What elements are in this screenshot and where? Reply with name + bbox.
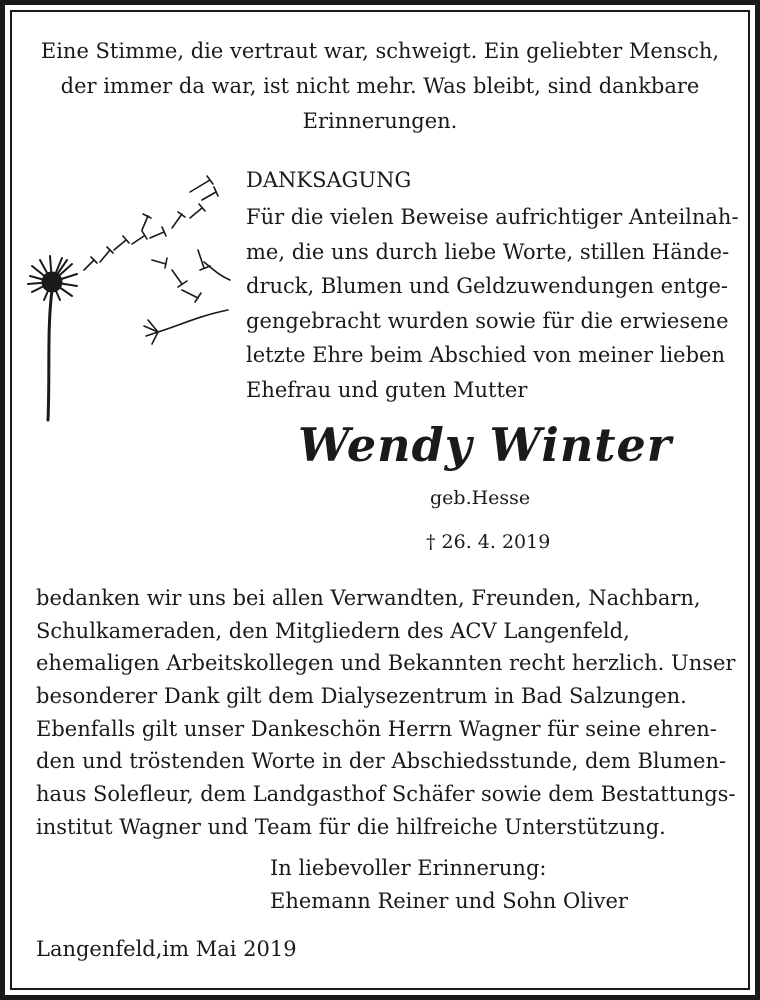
maiden-name: geb.Hesse — [430, 487, 531, 509]
signature-block — [270, 851, 628, 917]
thanks-line: Ebenfalls gilt unser Dankeschön Herrn Wagner für seine ehren- — [36, 716, 717, 741]
intro-line: Ehefrau und guten Mutter — [246, 377, 528, 402]
dandelion-illustration — [22, 170, 242, 430]
place-date: Langenfeld,im Mai 2019 — [36, 937, 297, 961]
opening-quote — [20, 34, 740, 139]
intro-line: gengebracht wurden sowie für die erwiesene — [246, 308, 729, 333]
quote-line: Erinnerungen. — [302, 109, 458, 133]
thanks-paragraph — [36, 581, 736, 843]
thanks-line: bedanken wir uns bei allen Verwandten, Freunden, Nachbarn, — [36, 586, 701, 610]
intro-line: me, die uns durch liebe Worte, stillen Hände- — [246, 239, 730, 264]
thanks-line: Schulkameraden, den Mitgliedern des ACV Langenfeld, — [36, 618, 630, 643]
thanks-line: haus Solefleur, dem Landgasthof Schäfer sowie dem Bestattungs- — [36, 782, 736, 807]
heading-danksagung: DANKSAGUNG — [246, 168, 412, 192]
intro-paragraph — [246, 200, 739, 407]
quote-line: Eine Stimme, die vertraut war, schweigt. Ein geliebter Mensch, — [40, 39, 720, 63]
intro-line: Für die vielen Beweise aufrichtiger Anteilnah- — [246, 205, 739, 229]
intro-line: letzte Ehre beim Abschied von meiner lieben — [246, 343, 725, 367]
thanks-line: besonderer Dank gilt dem Dialysezentrum in Bad Salzungen. — [36, 684, 687, 709]
quote-line: der immer da war, ist nicht mehr. Was bleibt, sind dankbare — [60, 74, 700, 98]
thanks-line: ehemaligen Arbeitskollegen und Bekannten recht herzlich. Unser — [36, 651, 736, 676]
thanks-line: institut Wagner und Team für die hilfreiche Unterstützung. — [36, 814, 666, 839]
thanks-line: den und tröstenden Worte in der Abschiedsstunde, dem Blumen- — [36, 749, 727, 774]
death-date: † 26. 4. 2019 — [426, 531, 551, 553]
signature-line: In liebevoller Erinnerung: — [270, 856, 547, 880]
intro-line: druck, Blumen und Geldzuwendungen entge- — [246, 274, 729, 298]
signature-line: Ehemann Reiner und Sohn Oliver — [270, 889, 628, 913]
deceased-name: Wendy Winter — [297, 418, 673, 472]
